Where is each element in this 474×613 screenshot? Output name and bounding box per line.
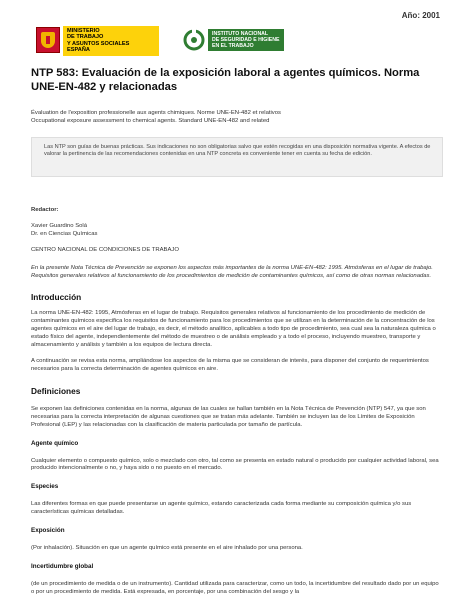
- section-heading-introduccion: Introducción: [31, 292, 82, 303]
- author-title: Dr. en Ciencias Químicas: [31, 230, 98, 237]
- document-year: Año: 2001: [401, 11, 440, 20]
- institute-emblem-icon: [183, 29, 205, 51]
- subheading-incertidumbre: Incertidumbre global: [31, 563, 94, 571]
- intro-paragraph: La norma UNE-EN-482: 1995, Atmósferas en el lugar de trabajo. Requisitos generales relativos al funcionamiento de los procedimiento de medición de contaminantes químicos especifica los requisitos de funcionamiento para los procedimientos que se utilizan en la determinación de la concentración de los agentes químicos en el aire del lugar de trabajo, es decir, el método analítico, aplicables a todo tipo de procedimiento, sea cual sea la naturaleza química o estado físico del agente, independientemente del método de muestreo o de análisis empleado y a todo el proceso, incluyendo muestreo, transporte y almacenamiento y análisis y también a los equipos de lectura directa.: [31, 310, 436, 349]
- institute-line: INSTITUTO NACIONAL: [212, 31, 269, 37]
- intro-paragraph: A continuación se revisa esta norma, ampliándose los aspectos de la misma que se consideran de interés, para disponer del conjunto de requerimientos necesarios para la correcta determinación de agentes químicos en aire.: [31, 357, 429, 372]
- incertidumbre-paragraph: (de un procedimiento de medida o de un instrumento). Cantidad utilizada para caracterizar, como un todo, la incertidumbre del resultado dado por un equipo o por un procedimiento de medida. Está expresada, en porcentaje, por una combinación del sesgo y la: [31, 581, 439, 595]
- subheading-agente-quimico: Agente químico: [31, 439, 79, 447]
- author-name: Xavier Guardino Solá: [31, 222, 87, 229]
- subtitle-french: Évaluation de l'exposition professionelle aux agents chimiques. Norme UNE-EN-482 et relativos: [31, 110, 281, 116]
- institute-name: [208, 29, 284, 51]
- subtitle-english: Occupational exposure assessment to chemical agents. Standard UNE-EN-482 and related: [31, 118, 270, 124]
- agente-paragraph: Cualquier elemento o compuesto químico, solo o mezclado con otro, tal como se presenta en estado natural o producido por cualquier actividad laboral, sea producido intencionalmente o no, y haya sido o no puesto en el mercado.: [31, 457, 439, 472]
- coat-of-arms-icon: [36, 27, 60, 53]
- especies-paragraph: Las diferentes formas en que puede presentarse un agente químico, estando caracterizada cada forma mediante su composición química y/o sus características químicas detalladas.: [31, 501, 412, 516]
- redactor-label: Redactor:: [31, 207, 59, 213]
- subheading-especies: Especies: [31, 483, 59, 491]
- definitions-paragraph: Se exponen las definiciones contenidas en la norma, algunas de las cuales se hallan también en la Nota Técnica de Prevención (NTP) 547, ya que son necesarias para la correcta interpretación de algunas cuestiones que se tratan más adelante. También se incluyen las de los Límites de Exposición Profesional (LEP) y las relacionadas con la clasificación de materia particulada por tamaño de partícula.: [31, 405, 426, 428]
- ministry-line: MINISTERIO: [67, 28, 100, 34]
- ministry-name: [63, 26, 159, 56]
- centre-name: CENTRO NACIONAL DE CONDICIONES DE TRABAJO: [31, 246, 179, 253]
- ministry-line: ESPAÑA: [67, 47, 90, 54]
- document-subtitles: [31, 109, 443, 125]
- document-title: NTP 583: Evaluación de la exposición laboral a agentes químicos. Norma UNE-EN-482 y relacionadas: [31, 67, 420, 93]
- disclaimer-note: Las NTP son guías de buenas prácticas. Sus indicaciones no son obligatorias salvo que estén recogidas en una disposición normativa vigente. A efectos de valorar la pertinencia de las recomendaciones contenidas en una NTP concreta es conveniente tener en cuenta su fecha de edición.: [31, 137, 443, 177]
- exposicion-paragraph: (Por inhalación). Situación en que un agente químico está presente en el aire inhalado por una persona.: [31, 545, 303, 552]
- institute-line: DE SEGURIDAD E HIGIENE: [212, 37, 280, 44]
- ministry-line: DE TRABAJO: [67, 34, 104, 41]
- subheading-exposicion: Exposición: [31, 527, 65, 535]
- document-body: [31, 66, 443, 597]
- header-logos: [36, 26, 284, 58]
- ministry-line: Y ASUNTOS SOCIALES: [67, 40, 130, 47]
- institute-line: EN EL TRABAJO: [212, 43, 254, 50]
- ministry-logo: [36, 26, 159, 56]
- summary-paragraph: En la presente Nota Técnica de Prevención se exponen los aspectos más importantes de la norma UNE-EN-482: 1995. Atmósferas en el lugar de trabajo. Requisitos generales relativos al funcionamiento de los procedimientos de medición de contaminantes químicos, así como de otras normas relacionadas.: [31, 264, 433, 279]
- section-heading-definiciones: Definiciones: [31, 385, 81, 396]
- institute-logo: [183, 26, 284, 51]
